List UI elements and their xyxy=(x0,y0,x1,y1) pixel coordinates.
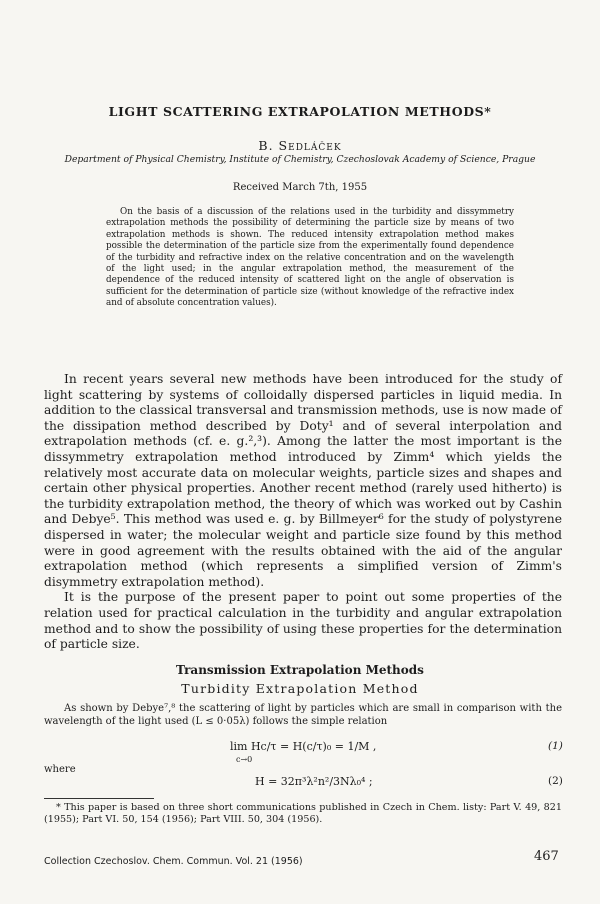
journal-citation: Collection Czechoslov. Chem. Commun. Vol. 21 (1956) xyxy=(44,856,303,867)
page-number: 467 xyxy=(534,849,559,864)
body-text xyxy=(44,372,562,653)
author-name: B. Sedláček xyxy=(258,138,342,153)
abstract-text: On the basis of a discussion of the relations used in the turbidity and dissymmetry extrapolation methods the possibility of determining the particle size by means of two extrapolation methods is shown. The reduced intensity extrapolation method makes possible the determination of the particle size from the experimentally found dependence of the turbidity and refractive index on the relative concentration and on the wavelength of the light used; in the angular extrapolation method, the measurement of the dependence of the reduced intensity of scattered light on the angle of observation is sufficient for the determination of particle size (without knowledge of the refractive index and of absolute concentration values). xyxy=(106,207,514,309)
paper-title: LIGHT SCATTERING EXTRAPOLATION METHODS* xyxy=(108,104,492,119)
where-label: where xyxy=(44,764,76,775)
footnote xyxy=(44,802,562,826)
equation-1: lim Hc/τ = H(c/τ)₀ = 1/M , xyxy=(230,740,377,753)
footnote-divider xyxy=(44,798,154,799)
received-date: Received March 7th, 1955 xyxy=(232,182,368,193)
section-heading: Transmission Extrapolation Methods xyxy=(176,663,424,677)
author-affiliation: Department of Physical Chemistry, Institute of Chemistry, Czechoslovak Academy of Science, Prague xyxy=(64,154,536,165)
subsection-heading: Turbidity Extrapolation Method xyxy=(181,681,419,696)
section-intro-text: As shown by Debye⁷,⁸ the scattering of light by particles which are small in comparison with the wavelength of the light used (L ≤ 0·05λ) follows the simple relation xyxy=(44,703,562,727)
body-paragraph-2: It is the purpose of the present paper to point out some properties of the relation used for practical calculation in the turbidity and angular extrapolation method and to show the possibility of using these properties for the determination of particle size. xyxy=(44,590,562,652)
body-paragraph-1: In recent years several new methods have been introduced for the study of light scattering by systems of colloidally dispersed particles in liquid media. In addition to the classical transversal and transmission methods, use is now made of the dissipation method described by Doty¹ and of several interpolation and extrapolation methods (cf. e. g.²,³). Among the latter the most important is the dissymmetry extrapolation method introduced by Zimm⁴ which yields the relatively most accurate data on molecular weights, particle sizes and shapes and certain other physical properties. Another recent method (rarely used hitherto) is the turbidity extrapolation method, the theory of which was worked out by Cashin and Debye⁵. This method was used e. g. by Billmeyer⁶ for the study of polystyrene dispersed in water; the molecular weight and particle size found by this method were in good agreement with the results obtained with the aid of the angular extrapolation method (which represents a simplified version of Zimm's disymmetry extrapolation method). xyxy=(44,372,562,589)
equation-2-number: (2) xyxy=(548,775,563,787)
equation-1-limit: c→0 xyxy=(236,755,253,764)
abstract xyxy=(106,207,514,310)
equation-1-number: (1) xyxy=(548,740,563,752)
equation-2: H = 32π³λ²n²/3Nλ₀⁴ ; xyxy=(255,775,373,788)
section-intro xyxy=(44,703,562,728)
footnote-text: * This paper is based on three short communications published in Czech in Chem. listy: Part V. 49, 821 (1955); Part VI. 50, 154 (1956); Part VIII. 50, 304 (1956). xyxy=(44,802,562,826)
